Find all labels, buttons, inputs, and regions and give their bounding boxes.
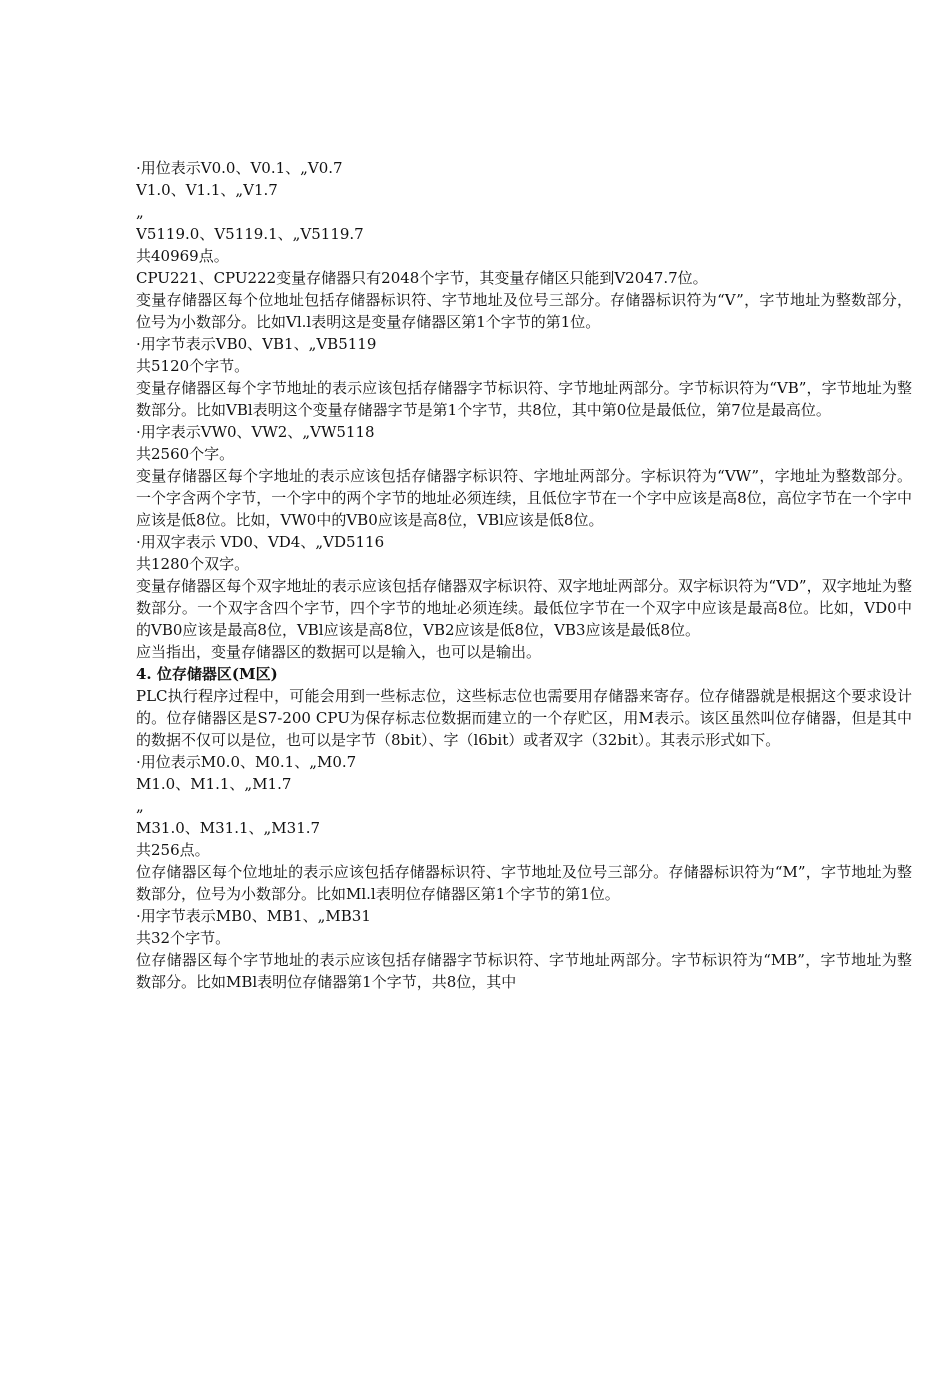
paragraph: 变量存储器区每个字地址的表示应该包括存储器字标识符、字地址两部分。字标识符为“VW”，字地址为整数部分。一个字含两个字节，一个字中的两个字节的地址必须连续，且低位字节在一个字中应该是高8位，高位字节在一个字中应该是低8位。比如，VW0中的VB0应该是高8位，VBl应该是低8位。 [136,467,912,529]
paragraph: 变量存储器区每个双字地址的表示应该包括存储器双字标识符、双字地址两部分。双字标识符为“VD”，双字地址为整数部分。一个双字含四个字节，四个字节的地址必须连续。最低位字节在一个双字中应该是最高8位。比如，VD0中的VB0应该是最高8位，VBl应该是高8位，VB2应该是低8位，VB3应该是最低8位。 [136,577,912,639]
text-line: 共256点。 [136,841,210,859]
text-line: ·用字节表示VB0、VB1、„VB5119 [136,335,377,353]
text-line: 共2560个字。 [136,445,235,463]
text-line: M1.0、M1.1、„M1.7 [136,775,292,793]
text-line: 共5120个字节。 [136,357,250,375]
text-line: 共40969点。 [136,247,229,265]
paragraph: 位存储器区每个位地址的表示应该包括存储器标识符、字节地址及位号三部分。存储器标识符为“M”，字节地址为整数部分，位号为小数部分。比如Ml.l表明位存储器区第1个字节的第1位。 [136,863,912,903]
paragraph: 变量存储器区每个位地址包括存储器标识符、字节地址及位号三部分。存储器标识符为“V”，字节地址为整数部分，位号为小数部分。比如Vl.l表明这是变量存储器区第1个字节的第1位。 [136,291,912,331]
text-line: ·用位表示V0.0、V0.1、„V0.7 [136,159,343,177]
text-line: „ [136,203,144,221]
text-line: ·用字节表示MB0、MB1、„MB31 [136,907,371,925]
text-line: ·用字表示VW0、VW2、„VW5118 [136,423,375,441]
text-line: ·用位表示M0.0、M0.1、„M0.7 [136,753,357,771]
text-line: 共1280个双字。 [136,555,250,573]
text-line: 应当指出，变量存储器区的数据可以是输入，也可以是输出。 [136,643,542,661]
document-body [136,157,912,993]
text-line: ·用双字表示 VD0、VD4、„VD5116 [136,533,385,551]
paragraph: 位存储器区每个字节地址的表示应该包括存储器字节标识符、字节地址两部分。字节标识符为“MB”，字节地址为整数部分。比如MBl表明位存储器第1个字节，共8位，其中 [136,951,912,991]
text-line: „ [136,797,144,815]
section-heading: 4. 位存储器区(M区) [136,665,278,683]
text-line: CPU221、CPU222变量存储器只有2048个字节，其变量存储区只能到V2047.7位。 [136,269,708,287]
text-line: V1.0、V1.1、„V1.7 [136,181,278,199]
text-line: V5119.0、V5119.1、„V5119.7 [136,225,364,243]
paragraph: 变量存储器区每个字节地址的表示应该包括存储器字节标识符、字节地址两部分。字节标识符为“VB”，字节地址为整数部分。比如VBl表明这个变量存储器字节是第1个字节，共8位，其中第0位是最低位，第7位是最高位。 [136,379,912,419]
paragraph: PLC执行程序过程中，可能会用到一些标志位，这些标志位也需要用存储器来寄存。位存储器就是根据这个要求设计的。位存储器区是S7-200 CPU为保存标志位数据而建立的一个存贮区，用M表示。该区虽然叫位存储器，但是其中的数据不仅可以是位，也可以是字节（8bit）、字（l6bit）或者双字（32bit）。其表示形式如下。 [136,687,912,749]
text-line: M31.0、M31.1、„M31.7 [136,819,321,837]
text-line: 共32个字节。 [136,929,231,947]
